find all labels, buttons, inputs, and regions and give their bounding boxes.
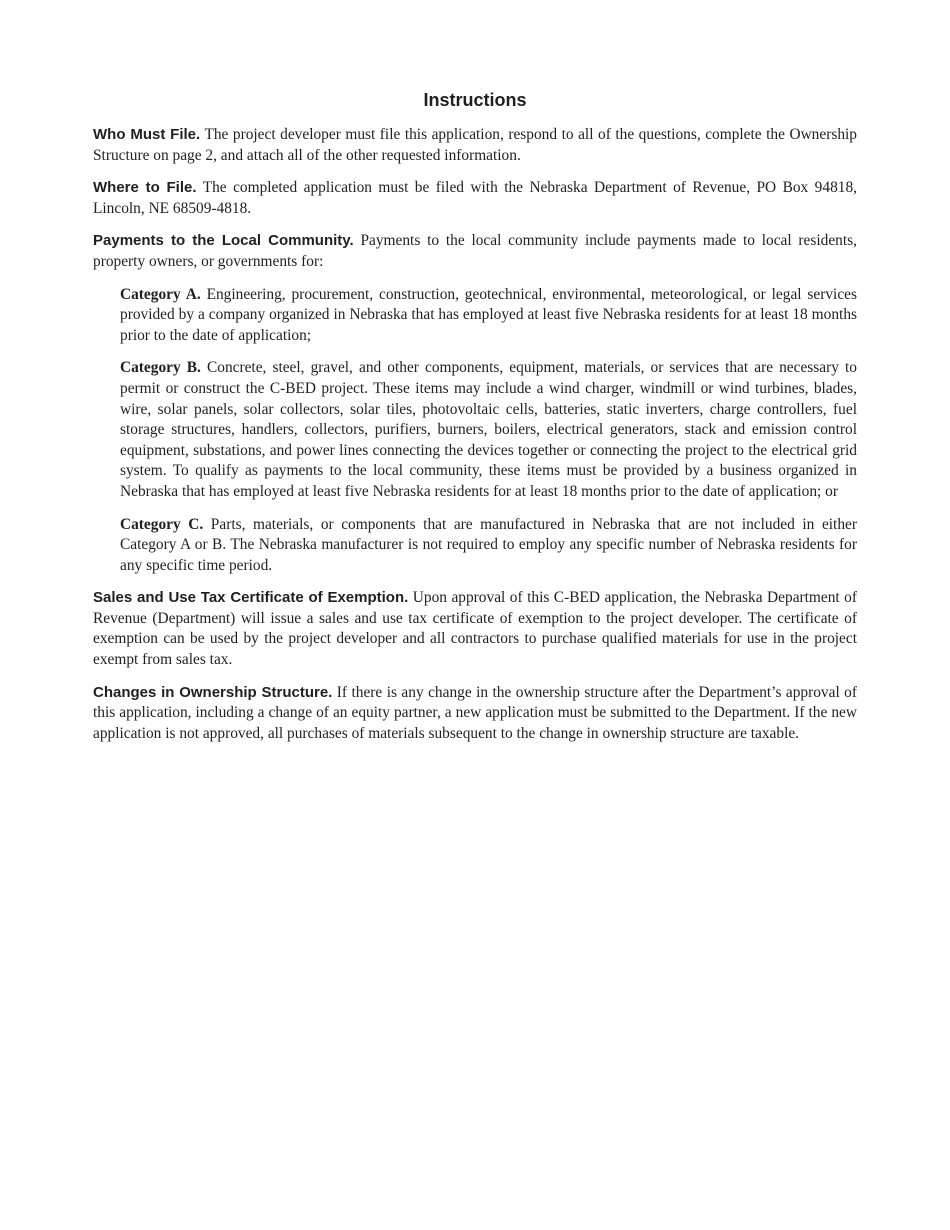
changes-ownership-paragraph bbox=[93, 683, 857, 745]
category-c-heading: Category C. bbox=[120, 515, 204, 533]
category-b-heading: Category B. bbox=[120, 359, 201, 377]
changes-ownership-text: If there is any change in the ownership structure after the Department’s approval of this application, including a change of an equity partner, a new application must be submitted to the Department. If the new application is not approved, all purchases of materials subsequent to the change in ownership structure are taxable. bbox=[93, 683, 857, 742]
where-to-file-heading: Where to File. bbox=[93, 179, 197, 197]
where-to-file-text: The completed application must be filed with the Nebraska Department of Revenue, PO Box 94818, Lincoln, NE 68509-4818. bbox=[93, 179, 858, 217]
payments-local-community-text: Payments to the local community include payments made to local residents, property owners, or governments for: bbox=[93, 232, 857, 270]
who-must-file-text: The project developer must file this application, respond to all of the questions, complete the Ownership Structure on page 2, and attach all of the other requested information. bbox=[93, 126, 857, 164]
category-a-paragraph bbox=[120, 285, 857, 347]
category-b-text: Concrete, steel, gravel, and other components, equipment, materials, or services that are necessary to permit or construct the C-BED project. These items may include a wind charger, windmill or wind turbines, blades, wire, solar panels, solar collectors, solar tiles, photovoltaic cells, batteries, static inverters, charge controllers, fuel storage structures, handlers, collectors, purifiers, burners, boilers, electrical generators, stack and emission control equipment, substations, and power lines connecting the devices together or connecting the project to the electrical grid system. To qualify as payments to the local community, these items must be provided by a business organized in Nebraska that has employed at least five Nebraska residents for at least 18 months prior to the date of application; or bbox=[120, 359, 857, 500]
who-must-file-paragraph bbox=[93, 125, 857, 166]
category-b-paragraph bbox=[120, 358, 857, 502]
instructions-page bbox=[93, 88, 857, 756]
category-a-text: Engineering, procurement, construction, geotechnical, environmental, meteorological, or legal services provided by a company organized in Nebraska that has employed at least five Nebraska residents for at least 18 months prior to the date of application; bbox=[120, 285, 857, 344]
page-title: Instructions bbox=[423, 90, 527, 110]
payments-local-community-heading: Payments to the Local Community. bbox=[93, 232, 354, 250]
category-c-paragraph bbox=[120, 515, 857, 577]
category-c-text: Parts, materials, or components that are manufactured in Nebraska that are not included in either Category A or B. The Nebraska manufacturer is not required to employ any specific number of Nebraska residents for any specific time period. bbox=[120, 515, 857, 574]
sales-use-tax-text: Upon approval of this C-BED application, the Nebraska Department of Revenue (Department) will issue a sales and use tax certificate of exemption to the project developer. The certificate of exemption can be used by the project developer and all contractors to purchase qualified materials for use in the project exempt from sales tax. bbox=[93, 589, 857, 669]
where-to-file-paragraph bbox=[93, 178, 857, 219]
sales-use-tax-heading: Sales and Use Tax Certificate of Exemption. bbox=[93, 589, 409, 607]
who-must-file-heading: Who Must File. bbox=[93, 126, 201, 143]
category-a-heading: Category A. bbox=[120, 285, 201, 303]
sales-use-tax-paragraph bbox=[93, 588, 857, 670]
changes-ownership-heading: Changes in Ownership Structure. bbox=[93, 683, 333, 701]
payments-local-community-paragraph bbox=[93, 231, 857, 272]
